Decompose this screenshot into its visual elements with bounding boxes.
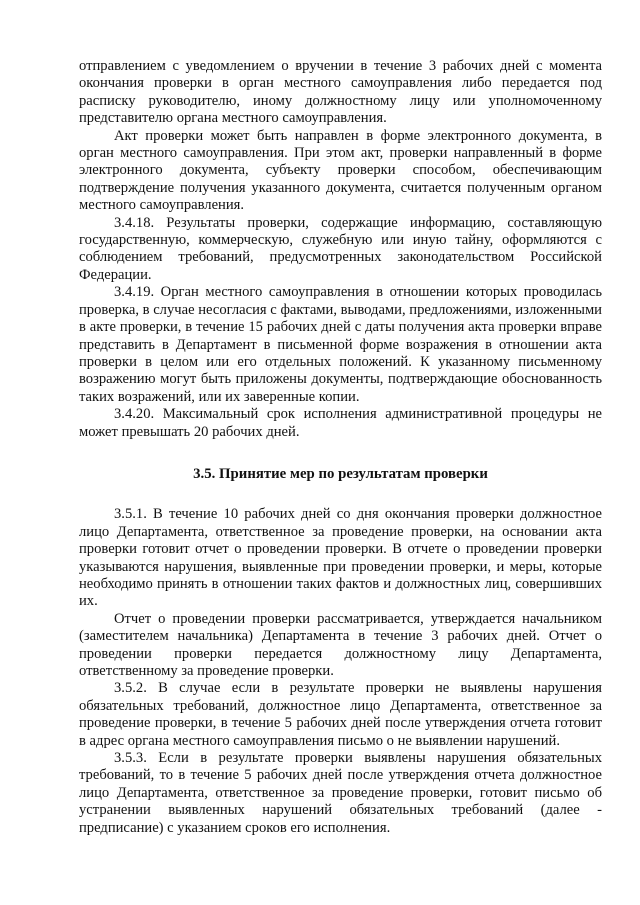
paragraph-3-5-2: 3.5.2. В случае если в результате проверки не выявлены нарушения обязательных требований, должностное лицо Департамента, ответственное за проведение проверки, в течение 5 рабочих дней после утверждения отчета готовит в адрес органа местного самоуправления письмо о не выявлении нарушений.	[79, 680, 602, 749]
paragraph-3-4-20: 3.4.20. Максимальный срок исполнения административной процедуры не может превышать 20 рабочих дней.	[79, 406, 602, 440]
paragraph-report-approval: Отчет о проведении проверки рассматривается, утверждается начальником (заместителем начальника) Департамента в течение 3 рабочих дней. Отчет о проведении проверки передается должностному лицу Департамента, ответственному за проведение проверки.	[79, 610, 602, 679]
paragraph-3-5-1: 3.5.1. В течение 10 рабочих дней со дня окончания проверки должностное лицо Департамента, ответственное за проведение проверки, на основании акта проверки готовит отчет о проведении проверки. В отчете о проведении проверки указываются нарушения, выявленные при проведении проверки, и меры, которые необходимо принять в отношении таких фактов и должностных лиц, совершивших их.	[79, 506, 602, 610]
paragraph-continuation: отправлением с уведомлением о вручении в течение 3 рабочих дней с момента окончания проверки в орган местного самоуправления либо передается под расписку руководителю, иному должностному лицу или уполномоченному представителю органа местного самоуправления.	[79, 58, 602, 127]
paragraph-act-electronic: Акт проверки может быть направлен в форме электронного документа, в орган местного самоуправления. При этом акт, проверки направленный в форме электронного документа, субъекту проверки способом, обеспечивающим подтверждение получения указанного документа, считается полученным органом местного самоуправления.	[79, 127, 602, 214]
paragraph-3-4-19: 3.4.19. Орган местного самоуправления в отношении которых проводилась проверка, в случае несогласия с фактами, выводами, предложениями, изложенными в акте проверки, в течение 15 рабочих дней с даты получения акта проверки вправе представить в Департамент в письменной форме возражения в отношении акта проверки в целом или его отдельных положений. К указанному письменному возражению могут быть приложены документы, подтверждающие обоснованность таких возражений, или их заверенные копии.	[79, 284, 602, 405]
section-heading-3-5: 3.5. Принятие мер по результатам проверки	[193, 465, 488, 482]
paragraph-3-5-3: 3.5.3. Если в результате проверки выявлены нарушения обязательных требований, то в течение 5 рабочих дней после утверждения отчета должностное лицо Департамента, ответственное за проведение проверки, готовит письмо об устранении выявленных нарушений обязательных требований (далее - предписание) с указанием сроков его исполнения.	[79, 750, 602, 836]
paragraph-3-4-18: 3.4.18. Результаты проверки, содержащие информацию, составляющую государственную, коммерческую, служебную или иную тайну, оформляются с соблюдением требований, предусмотренных законодательством Российской Федерации.	[79, 214, 602, 283]
document-page	[79, 58, 602, 837]
